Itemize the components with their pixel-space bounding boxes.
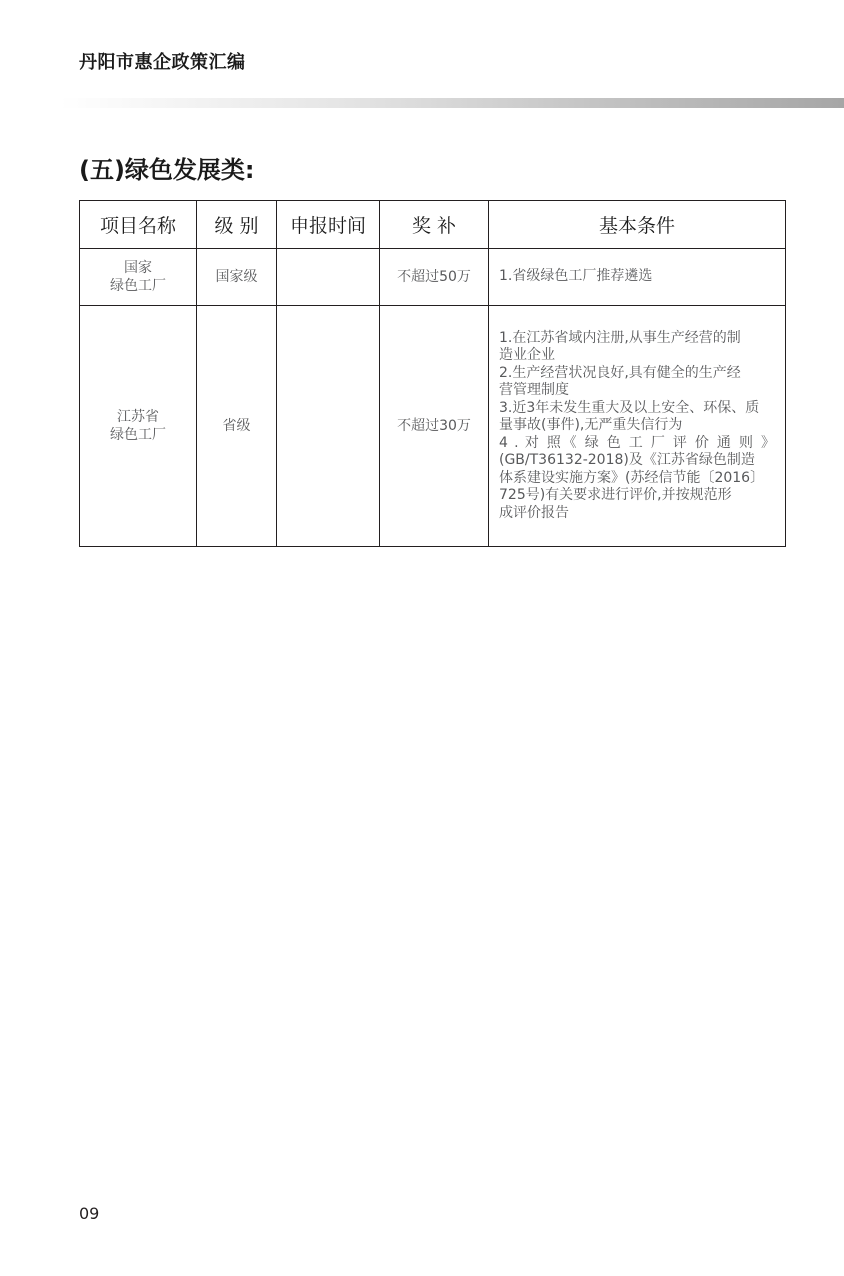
condition-line: 2.生产经营状况良好,具有健全的生产经 — [499, 364, 741, 381]
condition-line: 体系建设实施方案》(苏经信节能〔2016〕 — [499, 469, 765, 486]
reward-cell: 不超过50万 — [380, 249, 489, 306]
table-row — [80, 249, 786, 306]
condition-line: 1.在江苏省域内注册,从事生产经营的制 — [499, 329, 741, 346]
conditions-cell — [489, 249, 786, 306]
condition-line: 成评价报告 — [499, 504, 569, 521]
column-header-name: 项目名称 — [80, 201, 197, 249]
condition-line: 3.近3年未发生重大及以上安全、环保、质 — [499, 399, 760, 416]
section-title: (五)绿色发展类: — [79, 156, 255, 184]
project-name-line: 国家 — [124, 260, 152, 276]
condition-line: 量事故(事件),无严重失信行为 — [499, 417, 683, 434]
column-header-conditions: 基本条件 — [489, 201, 786, 249]
header-gradient-bar — [60, 98, 844, 108]
level-cell: 省级 — [197, 306, 277, 547]
project-name-line: 绿色工厂 — [110, 427, 166, 443]
page-number: 09 — [79, 1204, 100, 1223]
conditions-cell — [489, 306, 786, 547]
time-cell — [277, 249, 380, 306]
condition-line: 营管理制度 — [499, 382, 569, 399]
column-header-reward: 奖 补 — [380, 201, 489, 249]
time-cell — [277, 306, 380, 547]
condition-line: 造业企业 — [499, 347, 555, 364]
column-header-time: 申报时间 — [277, 201, 380, 249]
project-name-cell — [80, 306, 197, 547]
condition-line: 1.省级绿色工厂推荐遴选 — [499, 268, 653, 285]
level-cell: 国家级 — [197, 249, 277, 306]
policy-table — [79, 200, 786, 547]
document-header-title: 丹阳市惠企政策汇编 — [79, 52, 246, 73]
column-header-level: 级 别 — [197, 201, 277, 249]
condition-line: 725号)有关要求进行评价,并按规范形 — [499, 487, 732, 504]
condition-line: 4 . 对 照《 绿 色 工 厂 评 价 通 则 》 — [499, 434, 775, 451]
project-name-cell — [80, 249, 197, 306]
reward-cell: 不超过30万 — [380, 306, 489, 547]
table-header-row — [80, 201, 786, 249]
project-name-line: 江苏省 — [117, 409, 159, 425]
project-name-line: 绿色工厂 — [110, 278, 166, 294]
condition-line: (GB/T36132-2018)及《江苏省绿色制造 — [499, 452, 755, 469]
table-row — [80, 306, 786, 547]
